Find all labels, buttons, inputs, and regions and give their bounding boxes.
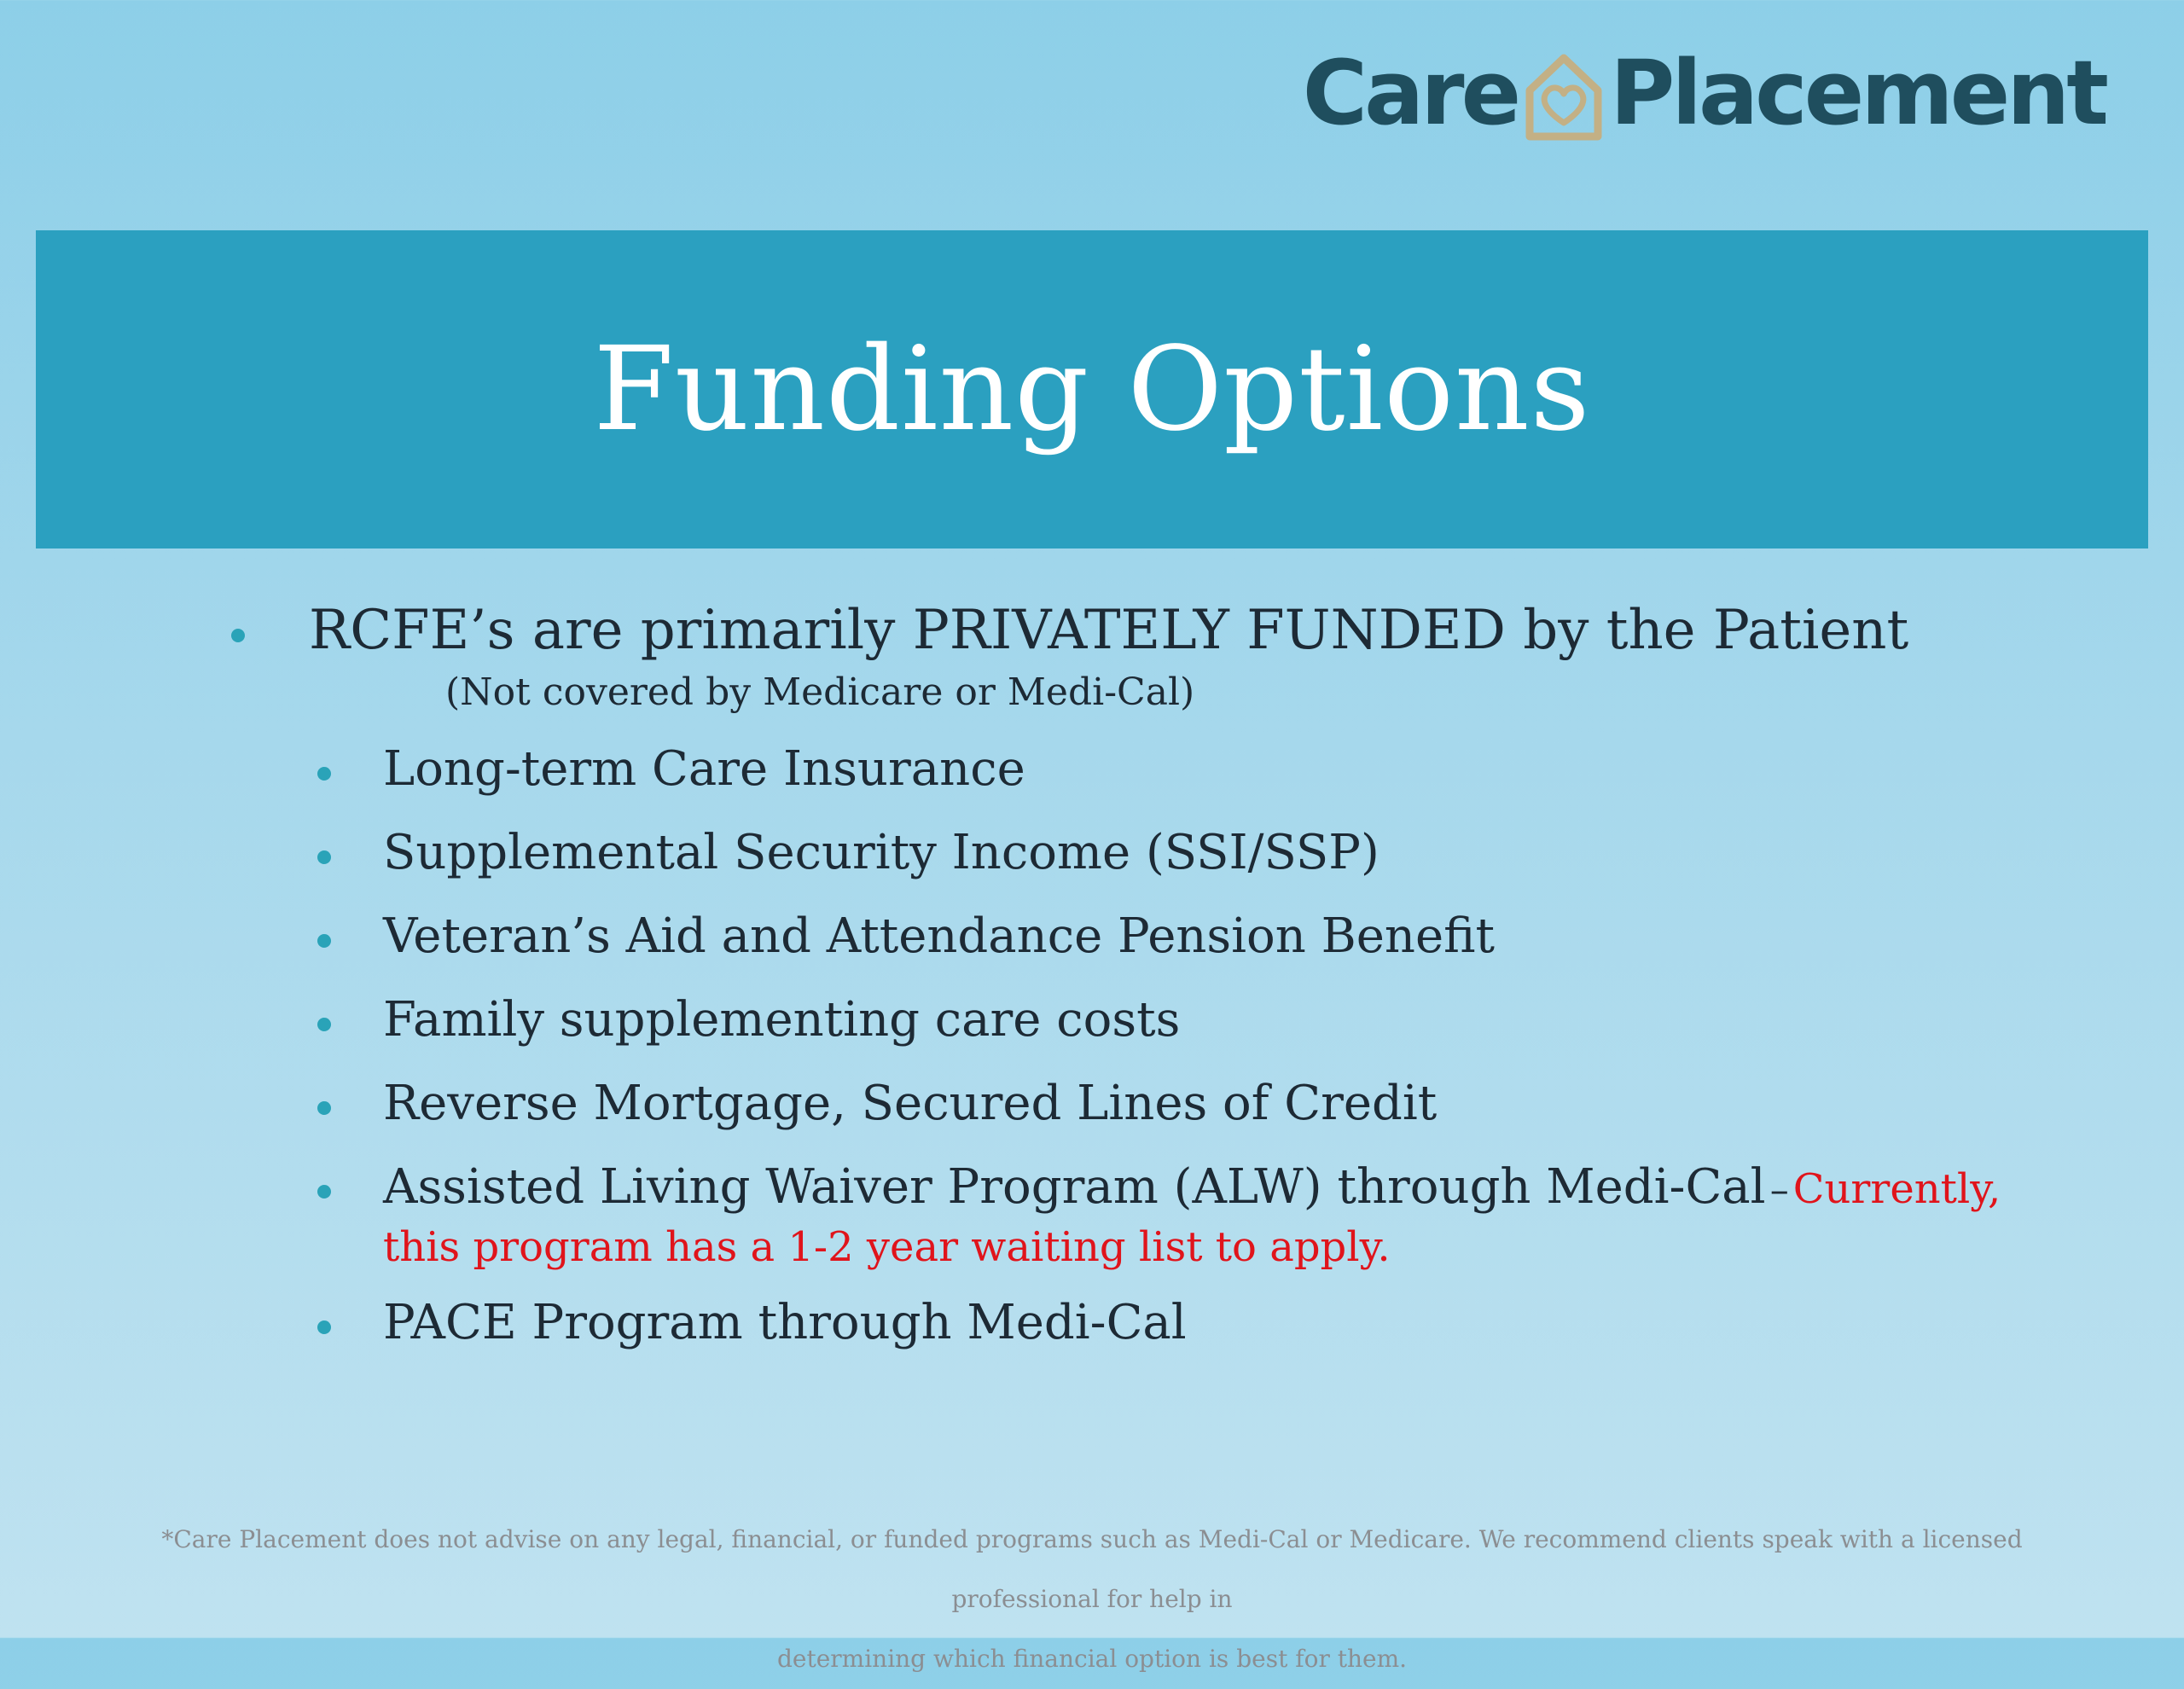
- option-item-alw: [383, 1159, 2001, 1215]
- bullet-icon: [317, 1101, 331, 1115]
- option-item: Supplemental Security Income (SSI/SSP): [383, 825, 1380, 880]
- main-point: RCFE’s are primarily PRIVATELY FUNDED by the Patient: [309, 599, 1909, 662]
- slide-title: Funding Options: [593, 322, 1591, 457]
- logo-text-placement: Placement: [1610, 41, 2106, 145]
- option-item: Long-term Care Insurance: [383, 741, 1025, 797]
- option-item: Family supplementing care costs: [383, 992, 1181, 1048]
- care-placement-logo: [1302, 41, 2106, 145]
- alw-note-line1: Currently,: [1792, 1165, 2001, 1213]
- alw-dash: –: [1769, 1169, 1789, 1212]
- alw-note-line2: this program has a 1-2 year waiting list to apply.: [383, 1223, 1391, 1271]
- bullet-icon: [317, 850, 331, 864]
- disclaimer-line1: *Care Placement does not advise on any legal, financial, or funded programs such as Medi-Cal or Medicare. We recommend clients speak with a licensed professional for help in: [161, 1525, 2023, 1613]
- bullet-icon: [317, 767, 331, 781]
- option-item: PACE Program through Medi-Cal: [383, 1295, 1187, 1350]
- title-banner: [36, 230, 2148, 548]
- house-heart-icon: [1521, 48, 1606, 143]
- option-item: Veteran’s Aid and Attendance Pension Benefit: [383, 908, 1495, 964]
- disclaimer: [85, 1510, 2099, 1689]
- bullet-icon: [317, 1185, 331, 1199]
- option-item-label: Assisted Living Waiver Program (ALW) through Medi-Cal: [383, 1159, 1766, 1215]
- bullet-icon: [231, 629, 245, 642]
- bullet-icon: [317, 1018, 331, 1031]
- bullet-icon: [317, 934, 331, 948]
- option-item: Reverse Mortgage, Secured Lines of Credit: [383, 1076, 1438, 1131]
- bullet-icon: [317, 1320, 331, 1334]
- main-point-subtext: (Not covered by Medicare or Medi-Cal): [445, 670, 1195, 714]
- disclaimer-line2: determining which financial option is best for them.: [776, 1645, 1408, 1673]
- logo-text-care: Care: [1302, 41, 1519, 145]
